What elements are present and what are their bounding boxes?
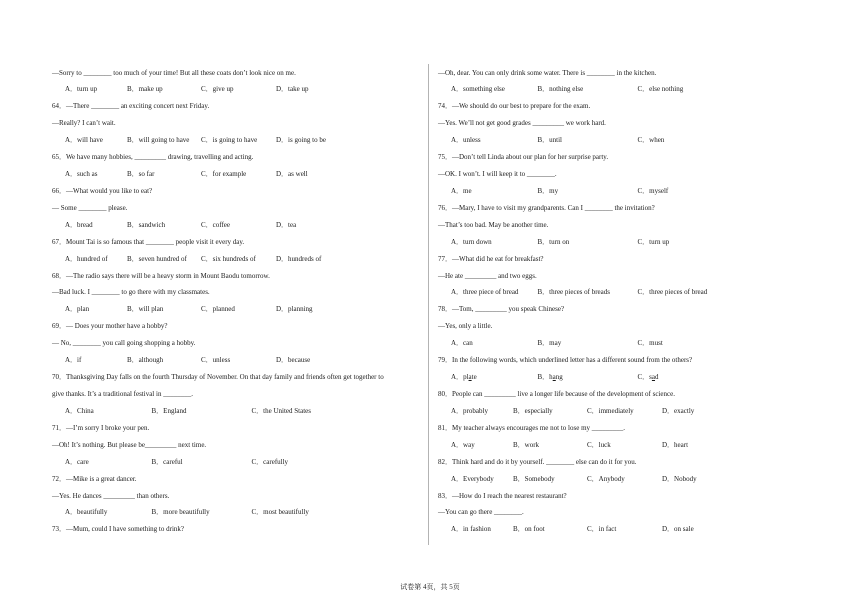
q68-reply-text: —Bad luck. I ________ to go there with my classmates. — [52, 288, 210, 297]
word-suffix: d — [655, 373, 659, 382]
underlined-letter: a — [552, 373, 556, 382]
q63-option-b: B．make up — [127, 85, 163, 94]
q83-option-d: D．on sale — [662, 525, 694, 534]
q75-stem: 75．—Don’t tell Linda about our plan for her surprise party. — [438, 153, 609, 162]
q69-option-a: A．if — [65, 356, 82, 365]
q68-options — [52, 301, 424, 318]
q69-option-b: B．although — [127, 356, 164, 365]
option-label: C． — [637, 373, 650, 382]
q74-option-a: A．unless — [451, 136, 481, 145]
q68-option-b: B．will plan — [127, 305, 164, 314]
q79-stem: 79．In the following words, which underlined letter has a different sound from the others? — [438, 356, 693, 365]
q80-stem: 80．People can _________ live a longer life because of the development of science. — [438, 390, 675, 399]
q65-option-b: B．so far — [127, 170, 155, 179]
q74-stem: 74．—We should do our best to prepare for the exam. — [438, 102, 591, 111]
underlined-letter: a — [651, 373, 656, 382]
q81-options — [438, 437, 848, 454]
left-column — [52, 65, 424, 539]
q68-option-d: D．planning — [276, 305, 313, 314]
q83-options — [438, 521, 848, 538]
q78-reply-text: —Yes, only a little. — [438, 322, 493, 331]
q76-option-a: A．turn down — [451, 237, 492, 246]
q64-option-b: B．will going to have — [127, 136, 190, 145]
q67-option-c: C．six hundreds of — [201, 254, 256, 263]
q78-option-b: B．may — [537, 339, 562, 348]
q72-option-b: B．more beautifully — [151, 508, 210, 517]
q71-reply-text: —Oh! It’s nothing. But please be_________ next time. — [52, 440, 207, 449]
q77-options — [438, 284, 848, 301]
q64-options — [52, 132, 424, 149]
q80-option-c: C．immediately — [587, 406, 634, 415]
q78-option-c: C．must — [637, 339, 663, 348]
q67-option-d: D．hundreds of — [276, 254, 322, 263]
q72-option-a: A．beautifully — [65, 508, 108, 517]
q66-reply-text: — Some ________ please. — [52, 203, 128, 212]
q79-option-a — [451, 369, 477, 386]
q81-option-c: C．luck — [587, 440, 611, 449]
q63-options — [52, 81, 424, 98]
q71-option-a: A．care — [65, 457, 89, 466]
q66-option-d: D．tea — [276, 220, 297, 229]
q76-stem: 76．—Mary, I have to visit my grandparents. Can I ________ the invitation? — [438, 203, 655, 212]
q72-options — [52, 504, 424, 521]
q82-options — [438, 471, 848, 488]
word-prefix: s — [649, 373, 652, 382]
q75-option-b: B．my — [537, 186, 559, 195]
q73-reply-text: —Oh, dear. You can only drink some water. There is ________ in the kitchen. — [438, 68, 657, 77]
q70-option-b: B．England — [151, 406, 187, 415]
q73-option-b: B．nothing else — [537, 85, 584, 94]
q80-options — [438, 403, 848, 420]
q75-options — [438, 183, 848, 200]
q70-stem: 70．Thanksgiving Day falls on the fourth Thursday of November. On that day family and friends often get together to — [52, 373, 384, 382]
q73-options — [438, 81, 848, 98]
q78-options — [438, 335, 848, 352]
q76-option-b: B．turn on — [537, 237, 570, 246]
q70-options — [52, 403, 424, 420]
q72-stem: 72．—Mike is a great dancer. — [52, 474, 137, 483]
q83-option-b: B．on foot — [513, 525, 545, 534]
column-divider — [428, 64, 429, 545]
q81-option-a: A．way — [451, 440, 475, 449]
word-prefix: pl — [463, 373, 469, 382]
q71-option-c: C．carefully — [251, 457, 289, 466]
word-prefix: h — [549, 373, 553, 382]
q67-options — [52, 251, 424, 268]
q63-option-c: C．give up — [201, 85, 234, 94]
q82-stem: 82．Think hard and do it by yourself. ________ else can do it for you. — [438, 457, 637, 466]
q77-option-a: A．three piece of bread — [451, 288, 519, 297]
q64-option-d: D．is going to be — [276, 136, 326, 145]
q75-reply-text: —OK. I won’t. I will keep it to ________. — [438, 170, 557, 179]
q68-option-c: C．planned — [201, 305, 235, 314]
q73-option-c: C．else nothing — [637, 85, 684, 94]
q71-option-b: B．careful — [151, 457, 183, 466]
q82-option-a: A．Everybody — [451, 474, 494, 483]
q79-option-c — [638, 369, 659, 386]
q66-option-b: B．sandwich — [127, 220, 166, 229]
q67-option-b: B．seven hundred of — [127, 254, 187, 263]
underlined-letter: a — [468, 373, 472, 382]
q73-stem: 73．—Mum, could I have something to drink? — [52, 525, 185, 534]
q63-reply-text: —Sorry to ________ too much of your time! But all these coats don’t look nice on me. — [52, 68, 296, 77]
q78-option-a: A．can — [451, 339, 473, 348]
q73-option-a: A．something else — [451, 85, 505, 94]
q66-option-c: C．coffee — [201, 220, 231, 229]
q77-reply-text: —He ate _________ and two eggs. — [438, 271, 537, 280]
q76-option-c: C．turn up — [637, 237, 670, 246]
q68-option-a: A．plan — [65, 305, 90, 314]
q64-option-a: A．will have — [65, 136, 103, 145]
q83-option-c: C．in fact — [587, 525, 617, 534]
word-suffix: te — [471, 373, 477, 382]
q75-option-a: A．me — [451, 186, 472, 195]
q71-stem: 71．—I’m sorry I broke your pen. — [52, 423, 150, 432]
right-column — [438, 65, 848, 539]
page-footer: 试卷第 4页，共 5页 — [400, 583, 460, 591]
q69-reply-text: — No, ________ you call going shopping a hobby. — [52, 339, 196, 348]
q82-option-b: B．Somebody — [513, 474, 555, 483]
q66-stem: 66．—What would you like to eat? — [52, 186, 153, 195]
q65-stem: 65．We have many hobbies, _________ drawing, travelling and acting. — [52, 153, 254, 162]
q79-options — [438, 369, 848, 386]
q70-option-c: C．the United States — [251, 406, 311, 415]
q74-option-c: C．when — [637, 136, 665, 145]
q74-options — [438, 132, 848, 149]
q81-option-b: B．work — [513, 440, 540, 449]
q71-options — [52, 454, 424, 471]
q67-option-a: A．hundred of — [65, 254, 108, 263]
q65-option-a: A．such as — [65, 170, 98, 179]
q72-reply-text: —Yes. He dances _________ than others. — [52, 491, 170, 500]
q66-options — [52, 217, 424, 234]
q69-options — [52, 352, 424, 369]
q69-option-d: D．because — [276, 356, 311, 365]
q76-options — [438, 234, 848, 251]
q77-stem: 77．—What did he eat for breakfast? — [438, 254, 544, 263]
q67-stem: 67．Mount Tai is so famous that ________ people visit it every day. — [52, 237, 245, 246]
q65-options — [52, 166, 424, 183]
q82-option-d: D．Nobody — [662, 474, 697, 483]
q81-option-d: D．heart — [662, 440, 689, 449]
q64-stem: 64．—There ________ an exciting concert next Friday. — [52, 102, 210, 111]
q76-reply-text: —That’s too bad. May be another time. — [438, 220, 549, 229]
q83-reply-text: —You can go there ________. — [438, 508, 524, 517]
q64-reply-text: —Really? I can’t wait. — [52, 119, 116, 128]
q74-option-b: B．until — [537, 136, 563, 145]
q64-option-c: C．is going to have — [201, 136, 258, 145]
word-suffix: ng — [555, 373, 563, 382]
q68-stem: 68．—The radio says there will be a heavy storm in Mount Baodu tomorrow. — [52, 271, 270, 280]
q77-option-c: C．three pieces of bread — [637, 288, 708, 297]
q80-option-d: D．exactly — [662, 406, 695, 415]
q77-option-b: B．three pieces of breads — [537, 288, 610, 297]
q72-option-c: C．most beautifully — [251, 508, 309, 517]
q83-stem: 83．—How do I reach the nearest restaurant? — [438, 491, 567, 500]
q75-option-c: C．myself — [637, 186, 669, 195]
q63-option-a: A．turn up — [65, 85, 98, 94]
q65-option-c: C．for example — [201, 170, 247, 179]
q79-option-b — [538, 369, 563, 386]
q80-option-a: A．probably — [451, 406, 488, 415]
q70-stem-continued: give thanks. It’s a traditional festival in ________. — [52, 390, 193, 399]
option-label: A． — [451, 373, 464, 382]
q69-option-c: C．unless — [201, 356, 231, 365]
q83-option-a: A．in fashion — [451, 525, 491, 534]
q74-reply-text: —Yes. We’ll not get good grades _________ we work hard. — [438, 119, 606, 128]
q63-option-d: D．take up — [276, 85, 309, 94]
q81-stem: 81．My teacher always encourages me not to lose my _________. — [438, 423, 626, 432]
q78-stem: 78．—Tom, _________ you speak Chinese? — [438, 305, 565, 314]
q66-option-a: A．bread — [65, 220, 93, 229]
q70-option-a: A．China — [65, 406, 94, 415]
option-label: B． — [537, 373, 550, 382]
q82-option-c: C．Anybody — [587, 474, 625, 483]
q69-stem: 69．— Does your mother have a hobby? — [52, 322, 168, 331]
q65-option-d: D．as well — [276, 170, 308, 179]
q80-option-b: B．especially — [513, 406, 553, 415]
